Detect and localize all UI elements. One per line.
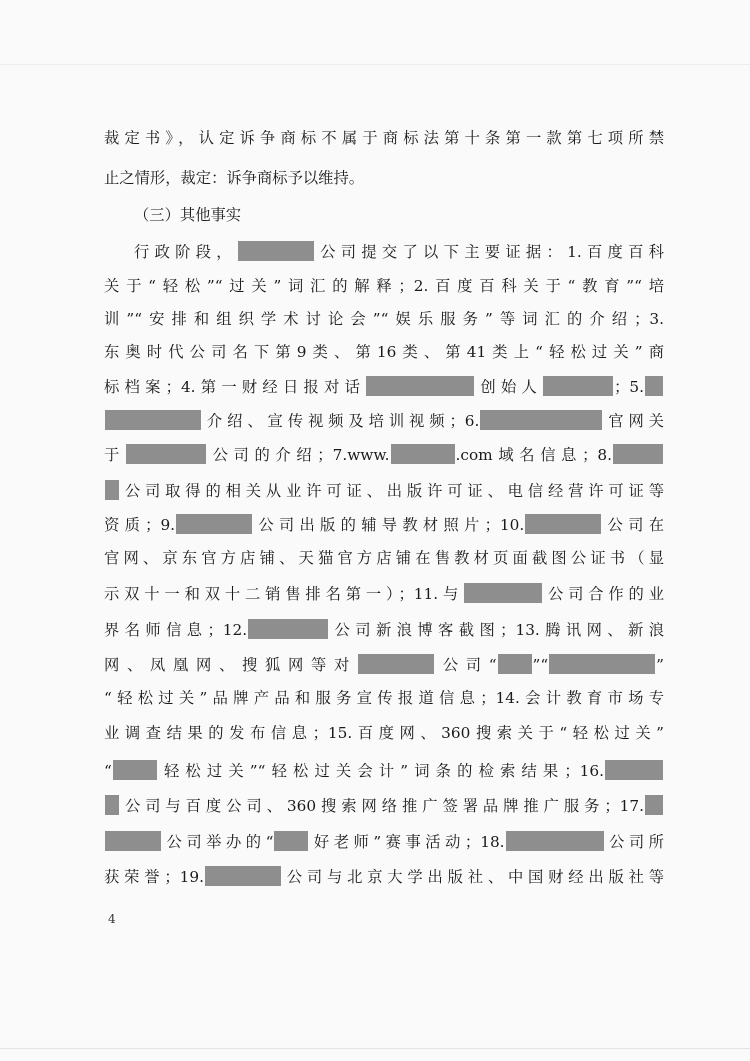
- text-segment: ”“: [532, 656, 549, 674]
- text-line-15: [104, 619, 664, 640]
- text-line-16: [104, 654, 664, 675]
- redaction-box: [105, 831, 161, 851]
- text-segment: ”: [656, 656, 664, 674]
- redaction-box: [274, 831, 308, 851]
- text-segment: 轻松过关”“轻松过关会计”词条的检索结果；16.: [157, 762, 604, 780]
- text-line-6: [104, 309, 664, 329]
- text-segment: 公司举办的“: [162, 833, 274, 851]
- text-segment: 获荣誉；19.: [104, 868, 204, 886]
- text-segment: 官网、京东官方店铺、天猫官方店铺在售教材页面截图公证书（显: [104, 549, 664, 567]
- redaction-box: [391, 444, 455, 464]
- text-segment: “: [104, 762, 112, 780]
- text-segment: 于: [104, 446, 125, 464]
- redaction-box: [113, 760, 157, 780]
- redaction-box: [205, 866, 281, 886]
- text-line-4: [134, 241, 664, 262]
- text-line-1: [104, 128, 664, 148]
- page-number: 4: [108, 912, 116, 926]
- text-line-10: [104, 444, 664, 465]
- text-segment: 公司“: [435, 656, 497, 674]
- redaction-box: [525, 514, 601, 534]
- text-line-12: [104, 514, 664, 535]
- text-segment: 关于“轻松”“过关”词汇的解释；2.百度百科关于“教育”“培: [104, 277, 664, 295]
- text-segment: “轻松过关”品牌产品和服务宣传报道信息；14.会计教育市场专: [104, 689, 664, 707]
- redaction-box: [105, 410, 201, 430]
- text-segment: 资质；9.: [104, 516, 176, 534]
- text-segment: 示双十一和双十二销售排名第一）；11.与: [104, 585, 464, 603]
- text-segment: 公司的介绍；7.www.: [206, 446, 390, 464]
- text-segment: 创始人: [475, 378, 543, 396]
- text-line-11: [104, 480, 664, 501]
- redaction-box: [543, 376, 613, 396]
- text-line-9: [104, 410, 664, 431]
- text-segment: 东奥时代公司名下第9类、第16类、第41类上“轻松过关”商: [104, 343, 664, 361]
- text-segment: ；5.: [614, 378, 644, 396]
- text-segment: 公司与北京大学出版社、中国财经出版社等: [281, 868, 664, 886]
- text-line-13: [104, 548, 664, 568]
- text-line-19: [104, 760, 664, 781]
- text-line-22: [104, 866, 664, 887]
- text-segment: 业调查结果的发布信息；15.百度网、360搜索关于“轻松过关”: [104, 724, 664, 742]
- redaction-box: [605, 760, 663, 780]
- text-segment: 裁定书》，认定诉争商标不属于商标法第十条第一款第七项所禁: [104, 129, 664, 147]
- text-segment: 公司新浪博客截图；13.腾讯网、新浪: [329, 621, 665, 639]
- section-heading: [134, 205, 434, 225]
- scan-edge-top: [0, 64, 750, 65]
- scan-edge-bottom: [0, 1048, 750, 1049]
- text-segment: 标档案；4.第一财经日报对话: [104, 378, 366, 396]
- redaction-box: [498, 654, 532, 674]
- text-line-14: [104, 583, 664, 604]
- text-line-8: [104, 376, 664, 397]
- redaction-box: [645, 376, 663, 396]
- redaction-box: [645, 795, 663, 815]
- redaction-box: [248, 619, 328, 639]
- text-segment: 公司提交了以下主要证据：1.百度百科: [314, 243, 664, 261]
- text-segment: （三）其他事实: [134, 206, 242, 224]
- text-line-20: [104, 795, 664, 816]
- text-segment: 介绍、宣传视频及培训视频；6.: [202, 412, 480, 430]
- text-segment: 行政阶段，: [134, 243, 237, 261]
- text-segment: 公司在: [602, 516, 664, 534]
- text-segment: 好老师”赛事活动；18.: [309, 833, 505, 851]
- text-segment: .com域名信息；8.: [455, 446, 612, 464]
- text-line-7: [104, 342, 664, 362]
- text-line-21: [104, 831, 664, 852]
- redaction-box: [358, 654, 434, 674]
- redaction-box: [480, 410, 602, 430]
- text-segment: 公司与百度公司、360搜索网络推广签署品牌推广服务；17.: [120, 797, 644, 815]
- redaction-box: [238, 241, 314, 261]
- redaction-box: [464, 583, 542, 603]
- text-segment: 官网关: [603, 412, 664, 430]
- redaction-box: [176, 514, 252, 534]
- redaction-box: [105, 480, 119, 500]
- redaction-box: [549, 654, 655, 674]
- redaction-box: [366, 376, 474, 396]
- text-segment: 止之情形，裁定：诉争商标予以维持。: [104, 169, 365, 187]
- text-segment: 网、凤凰网、搜狐网等对: [104, 656, 357, 674]
- text-segment: 界名师信息；12.: [104, 621, 248, 639]
- text-line-18: [104, 723, 664, 743]
- text-segment: 训”“安排和组织学术讨论会”“娱乐服务”等词汇的介绍；3.: [104, 310, 664, 328]
- text-line-5: [104, 276, 664, 296]
- redaction-box: [105, 795, 119, 815]
- text-segment: 公司合作的业: [543, 585, 664, 603]
- redaction-box: [613, 444, 663, 464]
- text-segment: 公司取得的相关从业许可证、出版许可证、电信经营许可证等: [120, 482, 664, 500]
- text-segment: 公司出版的辅导教材照片；10.: [253, 516, 525, 534]
- redaction-box: [126, 444, 206, 464]
- redaction-box: [506, 831, 604, 851]
- text-line-17: [104, 688, 664, 708]
- text-segment: 公司所: [604, 833, 664, 851]
- text-line-2: [104, 168, 664, 188]
